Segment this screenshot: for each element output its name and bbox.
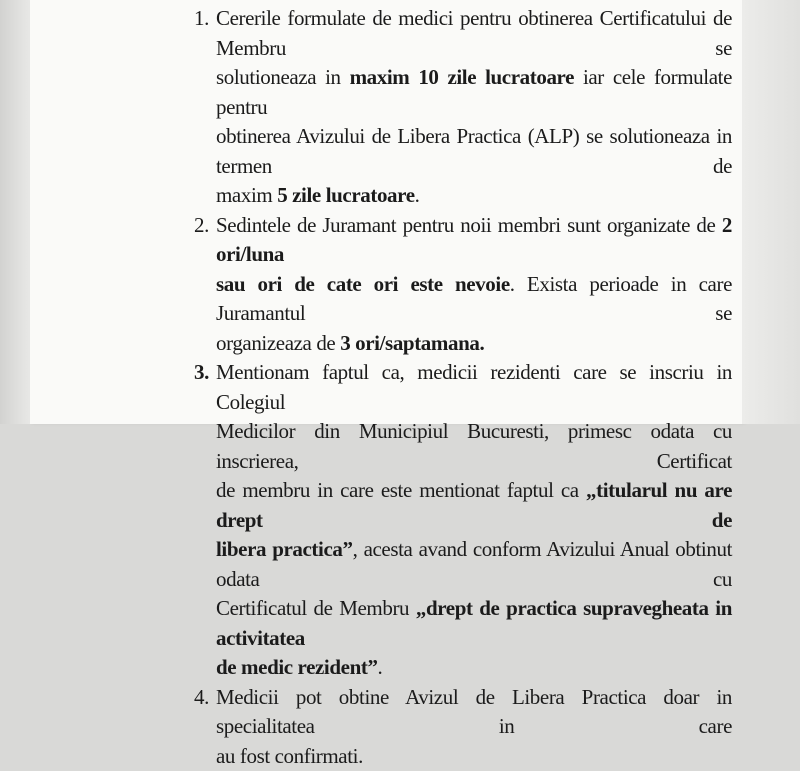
text-line <box>216 181 732 211</box>
list-item <box>172 358 732 683</box>
text-run: iar cele formulate pentru <box>216 65 732 119</box>
bold-text-run: maxim 10 zile lucratoare <box>350 65 574 89</box>
list-item <box>172 683 732 771</box>
text-run: au fost confirmati. <box>216 744 363 768</box>
list-item-number: 4. <box>194 683 209 713</box>
bold-text-run: 3 ori/saptamana. <box>340 331 484 355</box>
text-line <box>216 329 732 359</box>
text-line <box>216 653 732 683</box>
bold-text-run: „titularul nu are drept de <box>216 478 732 532</box>
list-item-number: 3. <box>194 358 209 388</box>
text-line <box>216 211 732 270</box>
list-item <box>172 211 732 359</box>
text-line <box>216 417 732 476</box>
bold-text-run: sau ori de cate ori este nevoie <box>216 272 510 296</box>
document-page <box>30 0 743 424</box>
list-item <box>172 4 732 211</box>
bold-text-run: de medic rezident” <box>216 655 378 679</box>
bold-text-run: libera practica” <box>216 537 353 561</box>
numbered-list <box>172 4 732 771</box>
text-run: maxim <box>216 183 277 207</box>
text-line <box>216 63 732 122</box>
text-run: . <box>378 655 383 679</box>
text-run: Medicii pot obtine Avizul de Libera Practica doar in specialitatea in care <box>216 685 732 739</box>
bold-text-run: 2 ori/luna <box>216 213 732 267</box>
text-run: Medicilor din Municipiul Bucuresti, primesc odata cu inscrierea, Certificat <box>216 419 732 473</box>
text-run: de membru in care este mentionat faptul ca <box>216 478 586 502</box>
text-line <box>216 683 732 742</box>
text-run: Certificatul de Membru <box>216 596 416 620</box>
text-run: . Exista perioade in care Juramantul se <box>216 272 732 326</box>
text-line <box>216 270 732 329</box>
text-line <box>216 122 732 181</box>
text-run: Sedintele de Juramant pentru noii membri sunt organizate de <box>216 213 722 237</box>
text-run: obtinerea Avizului de Libera Practica (ALP) se solutioneaza in termen de <box>216 124 732 178</box>
list-item-number: 2. <box>194 211 209 241</box>
text-run: Cererile formulate de medici pentru obtinerea Certificatului de Membru se <box>216 6 732 60</box>
text-line <box>216 535 732 594</box>
text-run: solutioneaza in <box>216 65 350 89</box>
text-line <box>216 4 732 63</box>
text-run: Mentionam faptul ca, medicii rezidenti care se inscriu in Colegiul <box>216 360 732 414</box>
text-run: . <box>415 183 420 207</box>
text-line <box>216 594 732 653</box>
text-line <box>216 358 732 417</box>
bold-text-run: 5 zile lucratoare <box>277 183 414 207</box>
page-edge-background <box>742 0 800 424</box>
text-line <box>216 742 732 771</box>
text-run: , acesta avand conform Avizului Anual obtinut odata cu <box>216 537 732 591</box>
text-line <box>216 476 732 535</box>
bold-text-run: „drept de practica supravegheata in activitatea <box>216 596 732 650</box>
text-run: organizeaza de <box>216 331 340 355</box>
list-item-number: 1. <box>194 4 209 34</box>
